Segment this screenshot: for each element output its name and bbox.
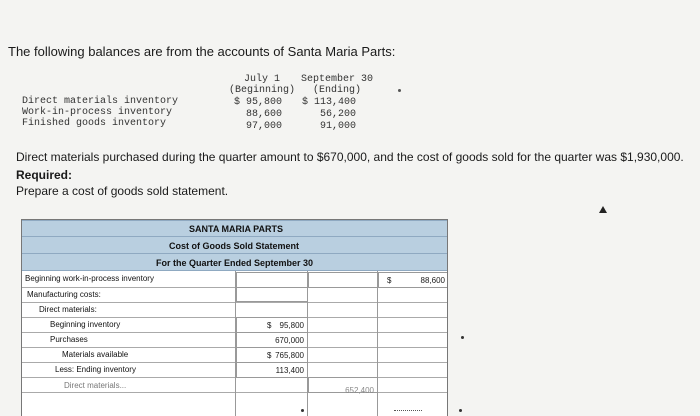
currency-symbol: $ bbox=[267, 351, 272, 360]
input-ending-inventory[interactable] bbox=[236, 362, 308, 378]
end-value-wip: 56,200 bbox=[319, 109, 356, 120]
input-purchases[interactable] bbox=[236, 332, 308, 348]
begin-value-dm: $ 95,800 bbox=[233, 97, 282, 108]
input-beginning-wip-label-col[interactable] bbox=[236, 272, 308, 288]
statement-worksheet bbox=[21, 219, 448, 416]
row-materials-available: Materials available bbox=[62, 350, 129, 359]
column-header-beginning: July 1 (Beginning) bbox=[228, 74, 295, 96]
row-direct-materials-used-cut: Direct materials... bbox=[64, 381, 127, 390]
bullet-dot bbox=[459, 409, 462, 412]
value-materials-available: 765,800 bbox=[275, 351, 304, 360]
input-beginning-wip-mid-col[interactable] bbox=[308, 272, 378, 288]
currency-symbol: $ bbox=[387, 276, 392, 285]
row-purchases: Purchases bbox=[50, 335, 88, 344]
value-purchases: 670,000 bbox=[275, 336, 304, 345]
decorative-dot bbox=[398, 89, 401, 92]
problem-intro: The following balances are from the accounts of Santa Maria Parts: bbox=[8, 44, 396, 59]
end-value-fg: 91,000 bbox=[319, 121, 356, 132]
column-header-ending: September 30 (Ending) bbox=[300, 74, 373, 96]
input-manufacturing-costs[interactable] bbox=[236, 287, 308, 302]
row-manufacturing-costs: Manufacturing costs: bbox=[27, 290, 101, 299]
bullet-dot bbox=[461, 336, 464, 339]
balance-label-wip: Work-in-process inventory bbox=[22, 107, 173, 118]
input-materials-available[interactable] bbox=[236, 347, 308, 363]
row-less-ending-inventory: Less: Ending inventory bbox=[55, 365, 136, 374]
balance-label-direct-materials: Direct materials inventory bbox=[22, 96, 179, 107]
end-value-dm: $ 113,400 bbox=[301, 97, 356, 108]
begin-value-fg: 97,000 bbox=[245, 121, 282, 132]
cursor-arrow-icon bbox=[599, 206, 607, 213]
row-beginning-inventory: Beginning inventory bbox=[50, 320, 121, 329]
currency-symbol: $ bbox=[267, 321, 272, 330]
value-ending-inventory: 113,400 bbox=[275, 366, 304, 375]
value-beginning-wip: 88,600 bbox=[420, 276, 445, 285]
dotted-line bbox=[394, 410, 422, 413]
statement-company: SANTA MARIA PARTS bbox=[189, 224, 283, 234]
required-heading: Required: bbox=[16, 168, 73, 182]
statement-period: For the Quarter Ended September 30 bbox=[156, 258, 314, 268]
begin-value-wip: 88,600 bbox=[245, 109, 282, 120]
statement-title: Cost of Goods Sold Statement bbox=[169, 241, 300, 251]
row-direct-materials: Direct materials: bbox=[39, 305, 97, 314]
value-cut: 652,400 bbox=[345, 386, 374, 395]
bullet-dot bbox=[301, 409, 304, 412]
required-text: Prepare a cost of goods sold statement. bbox=[16, 184, 229, 198]
balance-label-finished-goods: Finished goods inventory bbox=[22, 118, 167, 129]
input-beginning-inventory[interactable] bbox=[236, 317, 308, 333]
value-beginning-inventory: 95,800 bbox=[279, 321, 304, 330]
problem-sentence: Direct materials purchased during the quarter amount to $670,000, and the cost of goods sold for the quarter was $1,930,000. bbox=[16, 150, 684, 164]
input-beginning-wip[interactable] bbox=[378, 272, 448, 288]
input-direct-materials-used[interactable] bbox=[308, 377, 378, 393]
row-beginning-wip: Beginning work-in-process inventory bbox=[25, 274, 154, 283]
